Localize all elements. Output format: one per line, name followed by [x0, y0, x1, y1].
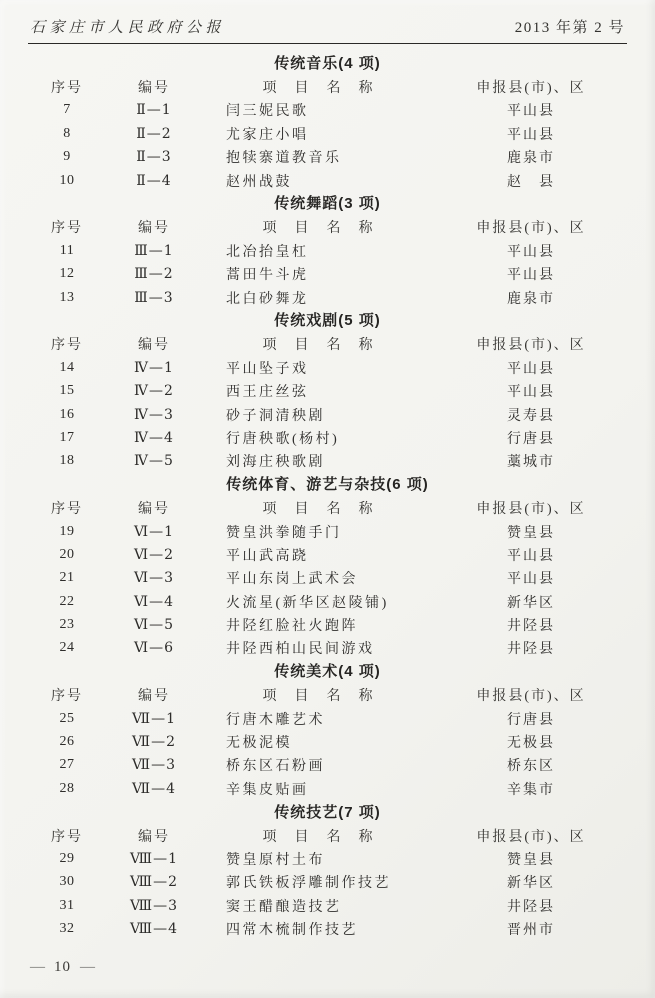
- column-header-seq: 序号: [51, 689, 83, 705]
- row-code: Ⅵ—5: [134, 617, 174, 634]
- table-row: [28, 754, 627, 777]
- row-code: Ⅷ—1: [130, 850, 178, 867]
- footer-dash-right: —: [80, 959, 95, 975]
- row-code: Ⅱ—2: [136, 125, 172, 142]
- column-header-name: 项 目 名 称: [262, 502, 375, 518]
- row-seq: 24: [59, 640, 75, 656]
- row-name: 赞皇原村土布: [226, 852, 325, 868]
- row-seq: 17: [59, 429, 75, 445]
- row-region: 平山县: [507, 104, 555, 120]
- column-header-name: 项 目 名 称: [262, 221, 375, 237]
- row-region: 赵 县: [507, 174, 555, 190]
- table-row: [28, 590, 627, 613]
- document-body: [28, 52, 627, 941]
- row-region: 行唐县: [507, 431, 555, 447]
- row-name: 平山东岗上武术会: [226, 572, 358, 588]
- table-row: [28, 777, 627, 800]
- footer-dash-left: —: [30, 959, 45, 975]
- row-region: 平山县: [507, 385, 555, 401]
- row-code: Ⅵ—4: [134, 593, 174, 610]
- footer-page-number: 10: [54, 959, 71, 975]
- column-header-region: 申报县(市)、区: [476, 689, 586, 705]
- section-title: 传统音乐(4 项): [274, 55, 381, 72]
- row-code: Ⅵ—3: [134, 570, 174, 587]
- row-code: Ⅷ—3: [130, 897, 178, 914]
- row-region: 井陉县: [507, 899, 555, 915]
- row-name: 砂子洞清秧剧: [226, 408, 325, 424]
- row-seq: 16: [59, 406, 75, 422]
- row-seq: 8: [63, 125, 71, 141]
- column-header-code: 编号: [138, 828, 170, 845]
- row-code: Ⅵ—6: [134, 640, 174, 657]
- row-code: Ⅱ—1: [136, 102, 172, 119]
- row-seq: 26: [59, 734, 75, 750]
- row-name: 北冶抬皇杠: [226, 244, 309, 260]
- table-row: [28, 730, 627, 753]
- table-row: [28, 847, 627, 870]
- row-name: 抱犊寨道教音乐: [226, 151, 342, 167]
- row-seq: 9: [63, 149, 71, 165]
- table-row: [28, 917, 627, 940]
- section-title: 传统舞蹈(3 项): [274, 195, 381, 213]
- row-name: 井陉西柏山民间游戏: [226, 642, 375, 658]
- row-code: Ⅱ—4: [136, 172, 172, 189]
- row-name: 无极泥模: [226, 736, 292, 752]
- row-region: 桥东区: [507, 759, 555, 775]
- row-region: 赞皇县: [507, 525, 555, 541]
- row-code: Ⅶ—2: [132, 734, 176, 751]
- issue-number: 2013 年第 2 号: [514, 20, 625, 36]
- row-name: 蒿田牛斗虎: [226, 268, 309, 284]
- row-code: Ⅶ—1: [132, 710, 176, 727]
- table-row: [28, 450, 627, 473]
- row-seq: 31: [59, 897, 75, 913]
- table-header-row: [28, 824, 627, 847]
- table-row: [28, 871, 627, 894]
- row-region: 行唐县: [507, 712, 555, 728]
- section-title: 传统戏剧(5 项): [274, 312, 381, 330]
- row-seq: 27: [59, 757, 75, 773]
- table-row: [28, 637, 627, 660]
- row-name: 行唐木雕艺术: [226, 712, 325, 728]
- row-region: 平山县: [507, 572, 555, 588]
- row-name: 辛集皮贴画: [226, 782, 309, 798]
- row-seq: 28: [59, 780, 75, 796]
- column-header-seq: 序号: [51, 221, 83, 237]
- table-row: [28, 707, 627, 730]
- table-row: [28, 99, 627, 122]
- row-region: 鹿泉市: [507, 291, 555, 307]
- table-row: [28, 543, 627, 566]
- row-code: Ⅷ—4: [130, 921, 178, 938]
- row-name: 平山坠子戏: [226, 361, 309, 377]
- row-code: Ⅲ—1: [134, 242, 174, 259]
- column-header-code: 编号: [138, 501, 170, 518]
- row-code: Ⅶ—4: [132, 780, 176, 797]
- heritage-section: [28, 52, 627, 192]
- row-name: 郭氏铁板浮雕制作技艺: [226, 876, 391, 892]
- row-region: 晋州市: [507, 923, 555, 939]
- table-row: [28, 613, 627, 636]
- row-name: 火流星(新华区赵陵铺): [226, 595, 389, 611]
- column-header-name: 项 目 名 称: [262, 338, 375, 354]
- table-row: [28, 520, 627, 543]
- column-header-code: 编号: [138, 80, 170, 97]
- column-header-name: 项 目 名 称: [262, 689, 375, 705]
- table-row: [28, 379, 627, 402]
- table-header-row: [28, 333, 627, 356]
- row-seq: 22: [59, 593, 75, 609]
- row-seq: 11: [59, 242, 75, 258]
- row-seq: 10: [59, 172, 75, 188]
- row-name: 尤家庄小唱: [226, 127, 309, 143]
- table-row: [28, 122, 627, 145]
- row-name: 北白砂舞龙: [226, 291, 309, 307]
- row-name: 桥东区石粉画: [226, 759, 325, 775]
- section-title: 传统美术(4 项): [274, 663, 381, 681]
- row-seq: 19: [59, 523, 75, 539]
- table-header-row: [28, 684, 627, 707]
- table-row: [28, 894, 627, 917]
- row-name: 刘海庄秧歌剧: [226, 455, 325, 471]
- section-title: 传统体育、游艺与杂技(6 项): [226, 476, 429, 494]
- row-name: 闫三妮民歌: [226, 104, 309, 120]
- row-code: Ⅳ—4: [134, 429, 174, 446]
- table-row: [28, 286, 627, 309]
- row-region: 井陉县: [507, 642, 555, 658]
- table-row: [28, 356, 627, 379]
- row-region: 井陉县: [507, 619, 555, 635]
- table-row: [28, 263, 627, 286]
- row-seq: 21: [59, 570, 75, 586]
- row-region: 平山县: [507, 244, 555, 260]
- row-seq: 14: [59, 359, 75, 375]
- heritage-section: [28, 309, 627, 473]
- row-name: 窦王醋酿造技艺: [226, 899, 342, 915]
- row-name: 行唐秧歌(杨村): [226, 431, 340, 447]
- table-row: [28, 403, 627, 426]
- row-code: Ⅷ—2: [130, 874, 178, 891]
- table-row: [28, 146, 627, 169]
- column-header-seq: 序号: [51, 829, 83, 845]
- row-seq: 18: [59, 453, 75, 469]
- section-title: 传统技艺(7 项): [274, 803, 381, 821]
- heritage-section: [28, 801, 627, 941]
- row-code: Ⅳ—1: [134, 359, 174, 376]
- table-header-row: [28, 75, 627, 98]
- table-row: [28, 567, 627, 590]
- row-name: 赵州战鼓: [226, 174, 292, 190]
- row-region: 平山县: [507, 268, 555, 284]
- page-footer: [30, 959, 95, 976]
- row-region: 新华区: [507, 876, 555, 892]
- gazette-title: 石家庄市人民政府公报: [30, 20, 226, 36]
- column-header-seq: 序号: [51, 338, 83, 354]
- row-code: Ⅳ—2: [134, 383, 174, 400]
- column-header-region: 申报县(市)、区: [476, 338, 586, 354]
- table-row: [28, 169, 627, 192]
- table-row: [28, 426, 627, 449]
- row-code: Ⅲ—3: [134, 289, 174, 306]
- column-header-region: 申报县(市)、区: [476, 502, 586, 518]
- column-header-name: 项 目 名 称: [262, 81, 375, 97]
- row-code: Ⅲ—2: [134, 266, 174, 283]
- row-seq: 20: [59, 546, 75, 562]
- row-seq: 23: [59, 617, 75, 633]
- row-region: 灵寿县: [507, 408, 555, 424]
- row-region: 鹿泉市: [507, 151, 555, 167]
- row-name: 平山武高跷: [226, 548, 309, 564]
- column-header-code: 编号: [138, 220, 170, 237]
- row-seq: 30: [59, 874, 75, 890]
- row-region: 平山县: [507, 548, 555, 564]
- table-header-row: [28, 496, 627, 519]
- row-seq: 15: [59, 383, 75, 399]
- row-region: 赞皇县: [507, 852, 555, 868]
- column-header-region: 申报县(市)、区: [476, 221, 586, 237]
- row-seq: 7: [63, 102, 71, 118]
- heritage-section: [28, 192, 627, 309]
- table-row: [28, 239, 627, 262]
- row-seq: 32: [59, 921, 75, 937]
- column-header-seq: 序号: [51, 81, 83, 97]
- row-code: Ⅳ—3: [134, 406, 174, 423]
- row-seq: 25: [59, 710, 75, 726]
- row-region: 无极县: [507, 736, 555, 752]
- row-name: 四常木梳制作技艺: [226, 923, 358, 939]
- column-header-region: 申报县(市)、区: [476, 829, 586, 845]
- row-code: Ⅳ—5: [134, 453, 174, 470]
- table-header-row: [28, 216, 627, 239]
- column-header-code: 编号: [138, 337, 170, 354]
- column-header-seq: 序号: [51, 502, 83, 518]
- row-code: Ⅱ—3: [136, 149, 172, 166]
- row-region: 平山县: [507, 361, 555, 377]
- row-region: 平山县: [507, 127, 555, 143]
- row-seq: 13: [59, 289, 75, 305]
- heritage-section: [28, 473, 627, 660]
- row-code: Ⅶ—3: [132, 757, 176, 774]
- row-region: 辛集市: [507, 782, 555, 798]
- running-head: [28, 12, 627, 44]
- row-code: Ⅵ—2: [134, 546, 174, 563]
- row-code: Ⅵ—1: [134, 523, 174, 540]
- column-header-name: 项 目 名 称: [262, 829, 375, 845]
- row-seq: 29: [59, 850, 75, 866]
- column-header-code: 编号: [138, 688, 170, 705]
- heritage-section: [28, 660, 627, 800]
- row-region: 藁城市: [507, 455, 555, 471]
- row-name: 西王庄丝弦: [226, 385, 309, 401]
- row-name: 赞皇洪拳随手门: [226, 525, 342, 541]
- row-name: 井陉红脸社火跑阵: [226, 619, 358, 635]
- column-header-region: 申报县(市)、区: [476, 81, 586, 97]
- row-seq: 12: [59, 266, 75, 282]
- row-region: 新华区: [507, 595, 555, 611]
